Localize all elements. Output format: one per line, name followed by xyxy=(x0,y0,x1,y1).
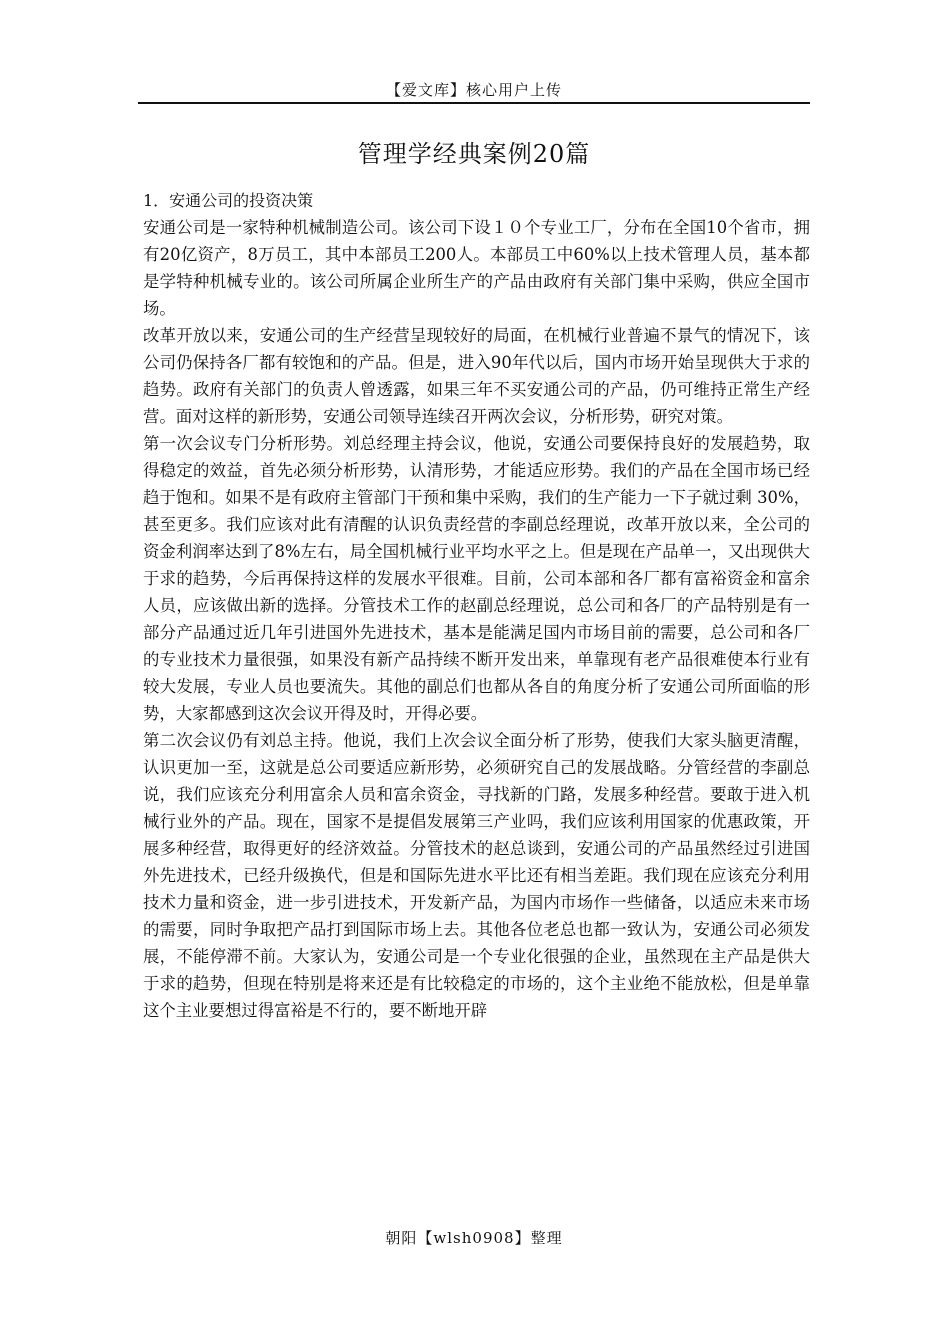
paragraph: 改革开放以来，安通公司的生产经营呈现较好的局面，在机械行业普遍不景气的情况下，该公司仍保持各厂都有较饱和的产品。但是，进入90年代以后，国内市场开始呈现供大于求的趋势。政府有关部门的负责人曾透露，如果三年不买安通公司的产品，仍可维持正常生产经营。面对这样的新形势，安通公司领导连续召开两次会议，分析形势，研究对策。 xyxy=(143,326,810,426)
section-heading: 1．安通公司的投资决策 xyxy=(143,191,314,210)
paragraph: 第二次会议仍有刘总主持。他说，我们上次会议全面分析了形势，使我们大家头脑更清醒，认识更加一至，这就是总公司要适应新形势，必须研究自己的发展战略。分管经营的李副总说，我们应该充分利用富余人员和富余资金，寻找新的门路，发展多种经营。要敢于进入机械行业外的产品。现在，国家不是提倡发展第三产业吗，我们应该利用国家的优惠政策，开展多种经营，取得更好的经济效益。分管技术的赵总谈到，安通公司的产品虽然经过引进国外先进技术，已经升级换代，但是和国际先进水平比还有相当差距。我们现在应该充分利用技术力量和资金，进一步引进技术，开发新产品，为国内市场作一些储备，以适应未来市场的需要，同时争取把产品打到国际市场上去。其他各位老总也都一致认为，安通公司必须发展，不能停滞不前。大家认为，安通公司是一个专业化很强的企业，虽然现在主产品是供大于求的趋势，但现在特别是将来还是有比较稳定的市场的，这个主业绝不能放松，但是单靠这个主业要想过得富裕是不行的，要不断地开辟 xyxy=(143,731,810,1020)
document-body xyxy=(143,187,810,1024)
paragraph: 安通公司是一家特种机械制造公司。该公司下设１０个专业工厂，分布在全国10个省市，拥有20亿资产，8万员工，其中本部员工200人。本部员工中60%以上技术管理人员，基本都是学特种机械专业的。该公司所属企业所生产的产品由政府有关部门集中采购，供应全国市场。 xyxy=(143,218,810,318)
header-divider xyxy=(138,102,810,104)
page-header: 【爱文库】核心用户上传 xyxy=(385,81,562,99)
document-title: 管理学经典案例20篇 xyxy=(357,140,591,168)
paragraph: 第一次会议专门分析形势。刘总经理主持会议，他说，安通公司要保持良好的发展趋势，取得稳定的效益，首先必须分析形势，认清形势，才能适应形势。我们的产品在全国市场已经趋于饱和。如果不是有政府主管部门干预和集中采购，我们的生产能力一下子就过剩 30%，甚至更多。我们应该对此有清醒的认识负责经营的李副总经理说，改革开放以来，全公司的资金利润率达到了8%左右，局全国机械行业平均水平之上。但是现在产品单一，又出现供大于求的趋势，今后再保持这样的发展水平很难。目前，公司本部和各厂都有富裕资金和富余人员，应该做出新的选择。分管技术工作的赵副总经理说，总公司和各厂的产品特别是有一部分产品通过近几年引进国外先进技术，基本是能满足国内市场目前的需要，总公司和各厂的专业技术力量很强，如果没有新产品持续不断开发出来，单靠现有老产品很难使本行业有较大发展，专业人员也要流失。其他的副总们也都从各自的角度分析了安通公司所面临的形势，大家都感到这次会议开得及时，开得必要。 xyxy=(143,434,810,723)
page-footer: 朝阳【wlsh0908】整理 xyxy=(385,1229,563,1247)
